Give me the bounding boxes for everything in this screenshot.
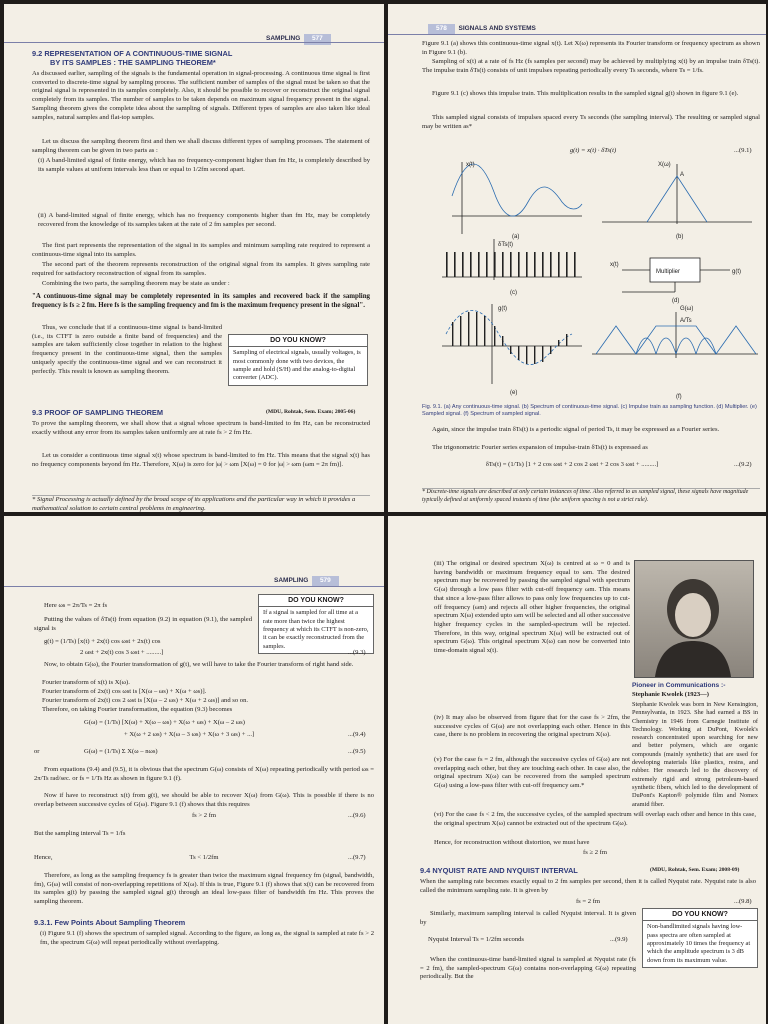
did-you-know-text: If a signal is sampled for all time at a rate more than twice the highest frequency at which its CTFT is non-zero, it can be exactly reconstructed from the samples. xyxy=(263,609,369,650)
equation-number: ...(9.9) xyxy=(610,936,628,943)
page-578 xyxy=(388,4,766,512)
did-you-know-text: Sampling of electrical signals, usually voltages, is most commonly done with two devices, the sample and hold (S/H) and the analog-to-digital converter (ADC). xyxy=(233,349,361,382)
label-gt-out: g(t) xyxy=(732,269,741,275)
equation-9-7: Ts < 1/2fm xyxy=(189,854,219,861)
paragraph: The second part of the theorem represents reconstruction of the original signal from its samples. It gives sampling rate required for satisfactory reconstruction of signal from its samples. xyxy=(32,261,370,277)
exam-reference: (MDU, Rohtak, Sem. Exam; 2005-06) xyxy=(266,409,356,415)
equation-9-3a: g(t) = (1/Ts) [x(t) + 2x(t) cos ωst + 2x(t) cos xyxy=(44,638,161,645)
reconstruction-condition: fs ≥ 2 fm xyxy=(583,849,607,856)
label-A: A xyxy=(680,172,685,178)
did-you-know-box xyxy=(642,908,758,968)
did-you-know-box xyxy=(258,594,374,654)
equation-here: Here ωs = 2π/Ts = 2π fs xyxy=(44,602,108,609)
page-580 xyxy=(388,516,766,1024)
transform-line: Therefore, on taking Fourier transformation, the equation (9.3) becomes xyxy=(42,706,233,713)
equation-number: ...(9.3) xyxy=(348,649,366,656)
portrait-photo xyxy=(634,560,754,678)
list-item: (i) Figure 9.1 (f) shows the spectrum of sampled signal. According to the figure, as long as, the signal is sampled at rate fs > 2 fm, the spectrum G(ω) will repeat periodically without overlapping. xyxy=(40,930,374,946)
transform-line: Fourier transform of 2x(t) cos ωst is [X(ω – ωs) + X(ω + ωs)]. xyxy=(42,688,207,695)
transform-line: Fourier transform of 2x(t) cos 2 ωst is [X(ω – 2 ωs) + X(ω + 2 ωs)] and so on. xyxy=(42,697,249,704)
paragraph: From equations (9.4) and (9.5), it is obvious that the spectrum G(ω) consists of X(ω) repeating periodically with period ωs = 2π/Ts rad/sec. or fs = 1/Ts Hz as shown in figure 9.1 (f). xyxy=(34,766,374,782)
paragraph: This sampled signal consists of impulses spaced every Ts seconds (the sampling interval). The resulting or sampled signal may be written as* xyxy=(422,114,760,130)
paragraph: Hence, for reconstruction without distortion, we must have xyxy=(434,839,590,846)
transform-line: Fourier transform of x(t) is X(ω). xyxy=(42,679,130,686)
sampled-impulses xyxy=(452,312,567,364)
did-you-know-title: DO YOU KNOW? xyxy=(229,335,367,347)
list-item: (iii) The original or desired spectrum X(ω) is centred at ω = 0 and is having bandwidth or maximum frequency equal to ωm. The desired spectrum may be recovered by passing the sampled signal with spectrum G(ω) through a low pass filter with cut-off frequency ωm. This means that since a low-pass filter allows to pass only low frequencies up to cut-off frequency (ωm) and rejects all other higher frequencies, the original spectrum X(ω) extended upto ωm will be selected and all other successive higher frequency cycles in the sampled-spectrum will be rejected. Therefore, in this way, original spectrum X(ω) will be extracted out of spectrum G(ω). This original spectrum X(ω) can now be converted into time-domain signal x(t). xyxy=(434,560,630,655)
footnote: * Signal Processing is actually defined by the broad scope of its applications and the particular way in which it provides a mathematical solution to certain central problems in engineering. xyxy=(32,495,370,512)
label-dT: δTs(t) xyxy=(498,242,514,248)
equation-9-3b: 2 ωst + 2x(t) cos 3 ωst + .........] xyxy=(80,649,164,656)
exam-reference: (MDU, Rohtak, Sem. Exam; 2008-09) xyxy=(650,867,740,873)
did-you-know-title: DO YOU KNOW? xyxy=(259,595,373,607)
page-577 xyxy=(4,4,384,512)
equation-number: ...(9.5) xyxy=(348,748,366,755)
equation-number: ...(9.7) xyxy=(348,854,366,861)
pioneer-title: Pioneer in Communications :- xyxy=(632,682,726,689)
hence-label: Hence, xyxy=(34,854,53,861)
section-heading: 9.3 PROOF OF SAMPLING THEOREM xyxy=(32,408,163,417)
subsection-heading: 9.3.1. Few Points About Sampling Theorem xyxy=(34,918,186,927)
list-item: (v) For the case fs = 2 fm, although the successive cycles of G(ω) are not overlapping each other, but they are touching each other. In case also, the original spectrum X(ω) can be recovered from the sampled spectrum G(ω) using a low-pass filter with cut-off frequency ωm.* xyxy=(434,756,630,790)
paragraph: As discussed earlier, sampling of the signals is the fundamental operation in signal-processing. A continuous time signal is first converted to discrete-time signal by sampling process. The sufficient number of samples of the signal must be taken so that the original signal is represented in its samples completely. Also, it should be possible to recover or reconstruct the original signal completely from its samples. The number of samples to be taken depends on maximum signal frequency present in the signal. Sampling theorem gives the complete idea about the sampling of signals. Different types of samples are also taken like ideal samples, natural samples and flat-top samples. xyxy=(32,70,370,121)
section-heading: 9.4 NYQUIST RATE AND NYQUIST INTERVAL xyxy=(420,866,578,875)
or-label: or xyxy=(34,748,40,755)
equation-number: ...(9.4) xyxy=(348,731,366,738)
list-item: (vi) For the case fs < 2 fm, the successive cycles, of the sampled spectrum will overlap each other and hence in this case, the original spectrum X(ω) cannot be extracted out of the spectrum G(ω). xyxy=(434,811,756,827)
paragraph: Similarly, maximum sampling interval is called Nyquist interval. It is given by xyxy=(420,910,636,926)
paragraph: The trigonometric Fourier series expansion of impulse-train δTs(t) is expressed as xyxy=(432,444,648,451)
paragraph: When the continuous-time band-limited signal is sampled at Nyquist rate (fs = 2 fm), the sampled-spectrum G(ω) contains non-overlapping G(ω) repeating periodically. But the xyxy=(420,956,636,981)
paragraph: Sampling of x(t) at a rate of fs Hz (fs samples per second) may be achieved by multiplying x(t) by an impulse train δTs(t). The impulse train δTs(t) consists of unit impulses repeating periodically every Ts seconds, where Ts = 1/fs. xyxy=(422,58,760,74)
paragraph: Figure 9.1 (c) shows this impulse train. This multiplication results in the sampled signal g(t) shown in figure 9.1 (e). xyxy=(432,90,739,97)
figure-caption: Fig. 9.1. (a) Any continuous-time signal. (b) Spectrum of continuous-time signal. (c) Impulse train as sampling function. (d) Multiplier. (e) Sampled signal. (f) Spectrum of sampled signal. xyxy=(422,404,757,418)
did-you-know-title: DO YOU KNOW? xyxy=(643,909,757,921)
running-header: SAMPLING 579 xyxy=(274,576,339,585)
equation-9-9: Nyquist Interval Ts = 1/2fm seconds xyxy=(428,936,524,943)
paragraph: Figure 9.1 (a) shows this continuous-time signal x(t). Let X(ω) represents its Fourier transform or frequency spectrum as shown in Figure 9.1 (b). xyxy=(422,40,760,56)
label-Gw: G(ω) xyxy=(680,306,694,312)
paragraph: When the sampling rate becomes exactly equal to 2 fm samples per second, then it is called Nyquist rate. Nyquist rate is also called the minimum sampling rate. It is given by xyxy=(420,878,756,894)
label-e: (e) xyxy=(510,390,518,396)
page-number: 577 xyxy=(304,34,331,45)
paragraph: Therefore, as long as the sampling frequency fs is greater than twice the maximum signal frequency fm (signal, bandwidth, fm), G(ω) will consist of non-overlapping repetitions of X(ω). If this is true, Figure 9.1 (f) shows that x(t) can be recovered from its samples g(t) by passing the sampled signal g(t) through an ideal low-pass filter of bandwidth fm Hz. This proves the sampling theorem. xyxy=(34,872,374,906)
multiplier-label: Multiplier xyxy=(656,269,681,275)
equation-9-1: g(t) = x(t) · δTs(t) xyxy=(569,147,617,154)
equation-number: ...(9.6) xyxy=(348,812,366,819)
impulse-train xyxy=(446,252,576,277)
paragraph: Let us discuss the sampling theorem first and then we shall discuss different types of sampling processes. The statement of sampling theorem can be given in two parts as : xyxy=(32,138,370,154)
paragraph: Putting the values of δTs(t) from equation (9.2) in equation (9.1), the sampled signal is xyxy=(34,616,252,632)
paragraph: But the sampling interval Ts = 1/fs xyxy=(34,830,126,837)
equation-number: ...(9.8) xyxy=(734,898,752,905)
label-xt: x(t) xyxy=(466,162,475,168)
theorem-statement: "A continuous-time signal may be completely represented in its samples and recovered back if the sampling frequency is fs ≥ 2 fm. Here fs is the sampling frequency and fm is the maximum frequency present in the signal". xyxy=(32,293,370,310)
label-d: (d) xyxy=(672,298,680,304)
label-ATs: A/Ts xyxy=(680,318,692,324)
page-number: 579 xyxy=(312,576,339,587)
equation-9-5: G(ω) = (1/Ts) Σ X(ω – nωs) xyxy=(84,748,158,755)
equation-9-4a: G(ω) = (1/Ts) [X(ω) + X(ω – ωs) + X(ω + ωs) + X(ω – 2 ωs) xyxy=(84,719,245,726)
pioneer-name: Stephanie Kwolek (1923—) xyxy=(632,691,709,698)
list-item: (iv) It may also be observed from figure that for the case fs > 2fm, the successive cycles of G(ω) are not overlapping each other. Hence in this case, there is no problem in recovering the original spectrum X(ω). xyxy=(434,714,630,739)
paragraph: Now if have to reconstruct x(t) from g(t), we should be able to recover X(ω) from G(ω). This is possible if there is no overlap between successive cycles of G(ω). Figure 9.1 (f) shows that this requires xyxy=(34,792,374,808)
section-heading: 9.2 REPRESENTATION OF A CONTINUOUS-TIME SIGNAL xyxy=(32,49,233,58)
section-heading-cont: BY ITS SAMPLES : THE SAMPLING THEOREM* xyxy=(50,58,216,67)
page-579 xyxy=(4,516,384,1024)
label-gt: g(t) xyxy=(498,306,507,312)
footnote: * Discrete-time signals are described at only certain instances of time. Also referred to as sampled signal, these signals have magnitude typically defined at uniformly spaced instants of time (the uniform spacing is not a strict rule). xyxy=(422,488,760,505)
equation-9-8: fs = 2 fm xyxy=(575,898,601,905)
did-you-know-box xyxy=(228,334,368,386)
equation-9-2: δTs(t) = (1/Ts) [1 + 2 cos ωst + 2 cos 2 ωst + 2 cos 3 ωst + .........] xyxy=(485,461,659,468)
list-item: (ii) A band-limited signal of finite energy, which has no frequency components higher than fm Hz, may be completely recovered from the knowledge of its samples taken at the rate of 2 fm samples per second. xyxy=(38,212,370,228)
running-header: SAMPLING 577 xyxy=(266,34,331,43)
list-item: (i) A band-limited signal of finite energy, which has no frequency-component higher than fm Hz, is completely described by its sample values at uniform intervals less than or equal to 1/2fm second apart. xyxy=(38,157,370,173)
label-Xw: X(ω) xyxy=(658,162,671,168)
paragraph: Combining the two parts, the sampling theorem may be state as under : xyxy=(42,280,230,287)
label-xt-in: x(t) xyxy=(610,262,619,268)
did-you-know-text: Non-bandlimited signals having low-pass spectra are often sampled at approximately 10 times the frequency at which the amplitude spectrum is 3 dB down from its maximum value. xyxy=(647,923,751,964)
equation-9-4b: + X(ω + 2 ωs) + X(ω – 3 ωs) + X(ω + 3 ωs) + ...] xyxy=(124,731,255,738)
pioneer-bio: Stephanie Kwolek was born in New Kensington, Pennsylvania, in 1923. She had earned a BS in Chemistry in 1946 from Carnegie Institute of Technology. Working at DuPont, Kwolek's research concentrated upon searching for new and better polymers, which are organic compounds (mainly synthetic) that are used for developing materials like plastics, resins, and rubber. Her research led to the discovery of extremely rigid and strong petroleum-based synthetic fibers, which led to the development of DuPont's Kapton® polymide film and Nomex aramid fiber. xyxy=(632,701,758,808)
label-f: (f) xyxy=(676,394,682,400)
label-b: (b) xyxy=(676,234,684,240)
label-c: (c) xyxy=(510,290,517,296)
paragraph: Again, since the impulse train δTs(t) is a periodic signal of period Ts, it may be expressed as a Fourier series. xyxy=(432,426,720,433)
equation-number: ...(9.2) xyxy=(734,461,752,468)
paragraph: The first part represents the representation of the signal in its samples and minimum sampling rate required to represent a continuous-time signal into its samples. xyxy=(32,242,370,258)
label-a: (a) xyxy=(512,234,520,240)
page-number: 578 xyxy=(428,24,455,35)
figure-9-1 xyxy=(432,154,762,402)
equation-9-6: fs > 2 fm xyxy=(191,812,217,819)
equation-number: ...(9.1) xyxy=(734,147,752,154)
paragraph: Thus, we conclude that if a continuous-time signal is band-limited (i.e., its CTFT is zero outside a finite band of frequencies) and the samples are taken sufficiently close together in relation to the highest frequency present in the continuous-time signal, then the samples uniquely specify the continuous-time signal and we can reconstruct it perfectly. This result is known as sampling theorem. xyxy=(32,324,222,375)
running-header: 578 SIGNALS AND SYSTEMS xyxy=(428,24,536,33)
paragraph: Let us consider a continuous time signal x(t) whose spectrum is band-limited to fm Hz. This means that the signal x(t) has no frequency components beyond fm Hz. Therefore, X(ω) is zero for |ω| > ωm [X(ω) = 0 for |ω| > ωm (ωm = 2π fm)]. xyxy=(32,452,370,468)
paragraph: To prove the sampling theorem, we shall show that a signal whose spectrum is band-limited to fm Hz, can be reconstructed exactly without any error from its samples taken uniformly are at rate fs > 2 fm Hz. xyxy=(32,420,370,436)
paragraph: Now, to obtain G(ω), the Fourier transformation of g(t), we will have to take the Fourier transform of right hand side. xyxy=(44,661,354,668)
